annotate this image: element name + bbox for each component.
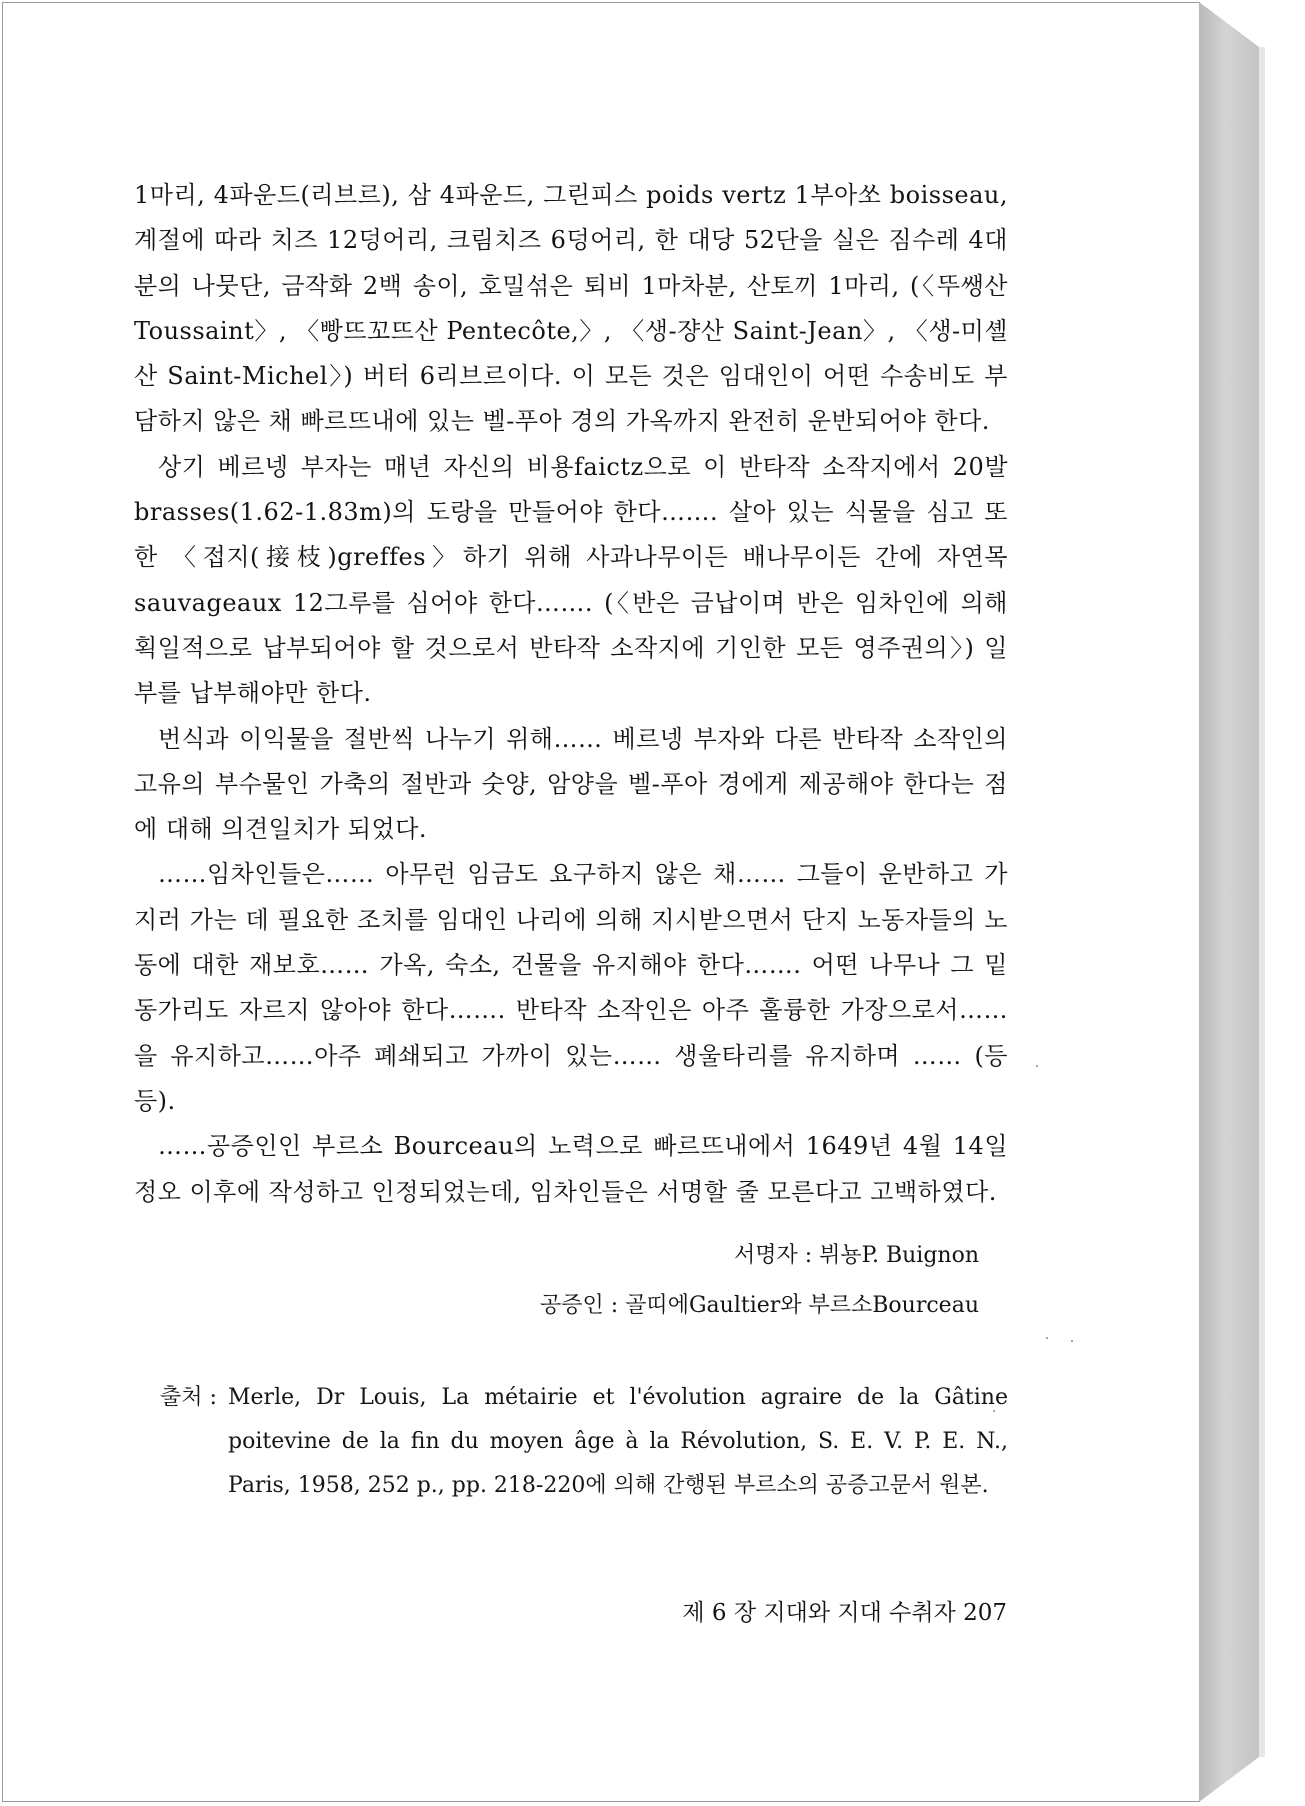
scan-speck [1071,1340,1073,1342]
scan-speck [1036,1065,1038,1067]
body-text [134,173,1008,1215]
scan-speck [993,1410,995,1412]
notary-line: 공증인 : 골띠에Gaultier와 부르소Bourceau [540,1293,979,1318]
paragraph-3: 번식과 이익물을 절반씩 나누기 위해…… 베르넹 부자와 다른 반타작 소작인의 고유의 부수물인 가축의 절반과 숫양, 암양을 벨-푸아 경에게 제공해야 한다는 점에 대해 의견일치가 되었다. [134,724,1008,844]
source-citation [160,1376,1008,1508]
running-footer: 제 6 장 지대와 지대 수취자 207 [682,1600,1007,1626]
signer-line: 서명자 : 뷔뇽P. Buignon [733,1243,979,1268]
paragraph-2: 상기 베르넹 부자는 매년 자신의 비용faictz으로 이 반타작 소작지에서 20발 brasses(1.62-1.83m)의 도랑을 만들어야 한다……. 살아 있는 식물을 심고 또한 〈접지(接枝)greffes〉하기 위해 사과나무이든 배나무이든 간에 자연목sauvageaux 12그루를 심어야 한다……. (〈반은 금납이며 반은 임차인에 의해 획일적으로 납부되어야 할 것으로서 반타작 소작지에 기인한 모든 영주권의〉) 일부를 납부해야만 한다. [134,452,1008,708]
paragraph-5: ……공증인인 부르소 Bourceau의 노력으로 빠르뜨내에서 1649년 4월 14일 정오 이후에 작성하고 인정되었는데, 임차인들은 서명할 줄 모른다고 고백하였다. [134,1132,1008,1206]
source-label: 출처 : [160,1385,217,1410]
paragraph-1: 1마리, 4파운드(리브르), 삼 4파운드, 그린피스 poids vertz 1부아쏘 boisseau, 계절에 따라 치즈 12덩어리, 크림치즈 6덩어리, 한 대당 52단을 실은 짐수레 4대분의 나뭇단, 금작화 2백 송이, 호밀섞은 퇴비 1마차분, 산토끼 1마리, (〈뚜쌩산 Toussaint〉, 〈빵뜨꼬뜨산 Pentecôte,〉, 〈생-쟝산 Saint-Jean〉, 〈생-미셸산 Saint-Michel〉) 버터 6리브르이다. 이 모든 것은 임대인이 어떤 수송비도 부담하지 않은 채 빠르뜨내에 있는 벨-푸아 경의 가옥까지 완전히 운반되어야 한다. [134,181,1008,436]
scan-speck [1046,1337,1048,1339]
paragraph-4: ……임차인들은…… 아무런 임금도 요구하지 않은 채…… 그들이 운반하고 가지러 가는 데 필요한 조치를 임대인 나리에 의해 지시받으면서 단지 노동자들의 노동에 대한 재보호…… 가옥, 숙소, 건물을 유지해야 한다……. 어떤 나무나 그 밑동가리도 자르지 않아야 한다……. 반타작 소작인은 아주 훌륭한 가장으로서…… 을 유지하고……아주 폐쇄되고 가까이 있는…… 생울타리를 유지하며 …… (등등). [134,860,1008,1115]
book-spine-edge [1199,2,1259,1802]
source-text: Merle, Dr Louis, La métairie et l'évolution agraire de la Gâtine poitevine de la fin du moyen âge à la Révolution, S. E. V. P. E. N., Paris, 1958, 252 p., pp. 218-220에 의해 간행된 부르소의 공증고문서 원본. [228,1385,1008,1498]
page-edge-shadow [1259,47,1265,1757]
